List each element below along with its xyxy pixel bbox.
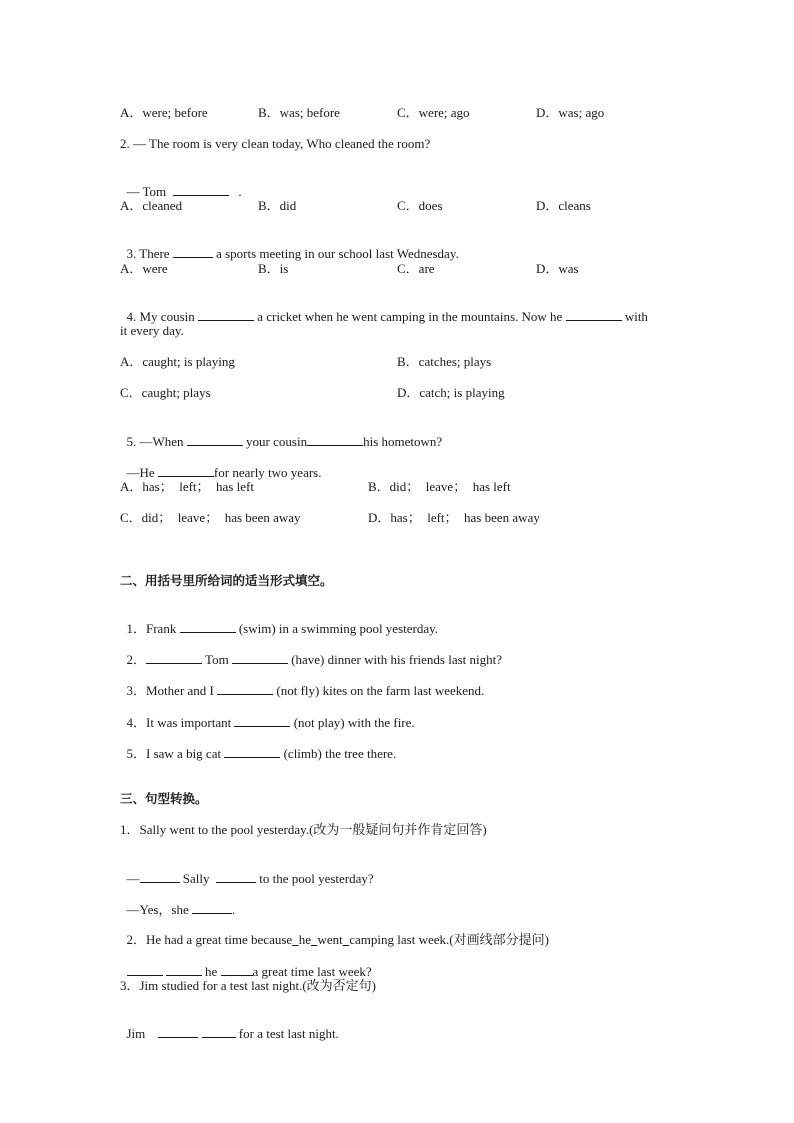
q3-stem-a: 3. There — [126, 246, 170, 261]
section2-item-3-a: 3．Mother and I — [126, 683, 214, 698]
q5-reply — [120, 448, 322, 481]
section2-item-1 — [120, 604, 438, 637]
q4-option-d: D．catch; is playing — [397, 385, 505, 400]
section3-item-3-answer — [120, 1009, 339, 1042]
section3-item-1-q-b: Sally — [182, 871, 210, 886]
section2-item-4-a: 4．It was important — [126, 715, 232, 730]
section3-item-1-question — [120, 854, 374, 887]
section2-item-4-b: (not play) with the fire. — [293, 715, 415, 730]
q5-option-d: D．has； left； has been away — [368, 510, 540, 525]
q5-option-c: C．did； leave； has been away — [120, 510, 301, 525]
section3-item-2-question — [120, 947, 372, 980]
q2-option-d: D．cleans — [536, 198, 591, 213]
q5-blank-2 — [307, 433, 363, 446]
q3-option-d: D．was — [536, 261, 579, 276]
q3-option-c: C．are — [397, 261, 435, 276]
section3-item-2-blank-2 — [166, 963, 202, 976]
section3-item-1-r-a: —Yes，she — [126, 902, 189, 917]
q1-option-d: D．was; ago — [536, 105, 605, 120]
section3-item-3-stem: 3．Jim studied for a test last night.(改为否定句) — [120, 978, 377, 993]
section3-item-1-q-a: — — [126, 871, 140, 886]
section2-item-2-blank-2 — [232, 651, 288, 664]
q2-stem: 2. — The room is very clean today, Who cleaned the room? — [120, 136, 431, 151]
q4-option-c: C．caught; plays — [120, 385, 211, 400]
section3-item-1-reply — [120, 885, 235, 918]
section3-item-2-blank-1 — [127, 963, 163, 976]
section3-item-2-stem — [120, 916, 549, 948]
section2-item-2 — [120, 635, 502, 668]
q4-stem — [120, 292, 648, 325]
section3-item-1-r-b: . — [232, 902, 236, 917]
section2-item-4 — [120, 698, 415, 731]
q5-blank-1 — [187, 433, 243, 446]
section3-item-2-word-he: he — [298, 932, 311, 947]
q3-stem — [120, 229, 459, 262]
section3-item-1-blank-3 — [192, 901, 232, 914]
section3-item-2-blank-3 — [221, 963, 253, 976]
section2-item-1-a: 1．Frank — [126, 621, 177, 636]
q2-answer-prefix: — Tom — [126, 184, 167, 199]
q2-option-c: C．does — [397, 198, 443, 213]
section3-item-2-q-b: a great time last week? — [252, 964, 372, 979]
q4-stem-b: a cricket when he went camping in the mountains. Now he — [257, 309, 563, 324]
q2-blank — [173, 183, 229, 196]
q5-reply-b: for nearly two years. — [213, 465, 322, 480]
q4-stem-a: 4. My cousin — [126, 309, 195, 324]
q5-stem-c: his hometown? — [363, 434, 443, 449]
section3-item-2-stem-a: 2．He had a great time because — [126, 932, 293, 947]
q3-stem-b: a sports meeting in our school last Wednesday. — [216, 246, 459, 261]
q4-blank-2 — [566, 308, 622, 321]
section3-item-1-q-c: to the pool yesterday? — [259, 871, 374, 886]
section3-item-2-word-went: went — [317, 932, 343, 947]
q5-stem-a: 5. —When — [126, 434, 184, 449]
q1-option-c: C．were; ago — [397, 105, 470, 120]
q3-option-a: A．were — [120, 261, 168, 276]
section2-item-3-blank — [217, 682, 273, 695]
q5-stem — [120, 417, 442, 450]
q3-option-b: B．is — [258, 261, 289, 276]
q5-reply-a: —He — [126, 465, 155, 480]
section2-item-5-blank — [224, 745, 280, 758]
section3-item-1-blank-1 — [140, 870, 180, 883]
section3-item-2-word-camping: camping — [349, 932, 395, 947]
q2-answer-suffix: . — [238, 184, 242, 199]
section2-item-2-blank-1 — [146, 651, 202, 664]
section3-item-1-blank-2 — [216, 870, 256, 883]
q4-option-b: B．catches; plays — [397, 354, 492, 369]
q1-option-b: B．was; before — [258, 105, 340, 120]
q2-option-b: B．did — [258, 198, 297, 213]
section3-title: 三、句型转换。 — [120, 791, 208, 806]
section2-item-2-b: Tom — [205, 652, 229, 667]
section2-item-1-b: (swim) in a swimming pool yesterday. — [238, 621, 439, 636]
section2-item-1-blank — [180, 620, 236, 633]
section2-item-3-b: (not fly) kites on the farm last weekend. — [276, 683, 485, 698]
section2-item-4-blank — [234, 714, 290, 727]
section3-item-2-q-a: he — [205, 964, 218, 979]
q5-stem-b: your cousin — [246, 434, 308, 449]
q4-stem-continued: it every day. — [120, 323, 184, 338]
section3-item-2-stem-b: last week.(对画线部分提问) — [397, 932, 549, 947]
section3-item-3-blank-1 — [158, 1025, 198, 1038]
q2-option-a: A．cleaned — [120, 198, 183, 213]
section2-item-2-c: (have) dinner with his friends last night? — [291, 652, 503, 667]
section2-item-3 — [120, 666, 484, 699]
section2-item-5-b: (climb) the tree there. — [283, 746, 397, 761]
q4-blank-1 — [198, 308, 254, 321]
q5-blank-3 — [158, 464, 214, 477]
q3-blank — [173, 245, 213, 258]
section3-item-1-stem: 1．Sally went to the pool yesterday.(改为一般疑问句并作肯定回答) — [120, 822, 487, 837]
section2-item-2-a: 2． — [126, 652, 147, 667]
section2-item-5-a: 5．I saw a big cat — [126, 746, 222, 761]
q4-option-a: A．caught; is playing — [120, 354, 235, 369]
q1-option-a: A．were; before — [120, 105, 208, 120]
section3-item-3-q-b: for a test last night. — [238, 1026, 339, 1041]
q4-stem-c: with — [624, 309, 648, 324]
q5-option-a: A．has； left； has left — [120, 479, 254, 494]
section2-title: 二、用括号里所给词的适当形式填空。 — [120, 573, 333, 588]
q5-option-b: B．did； leave； has left — [368, 479, 511, 494]
section3-item-3-q-a: Jim — [126, 1026, 146, 1041]
section2-item-5 — [120, 729, 396, 762]
q2-answer — [120, 167, 242, 200]
section3-item-3-blank-2 — [202, 1025, 236, 1038]
